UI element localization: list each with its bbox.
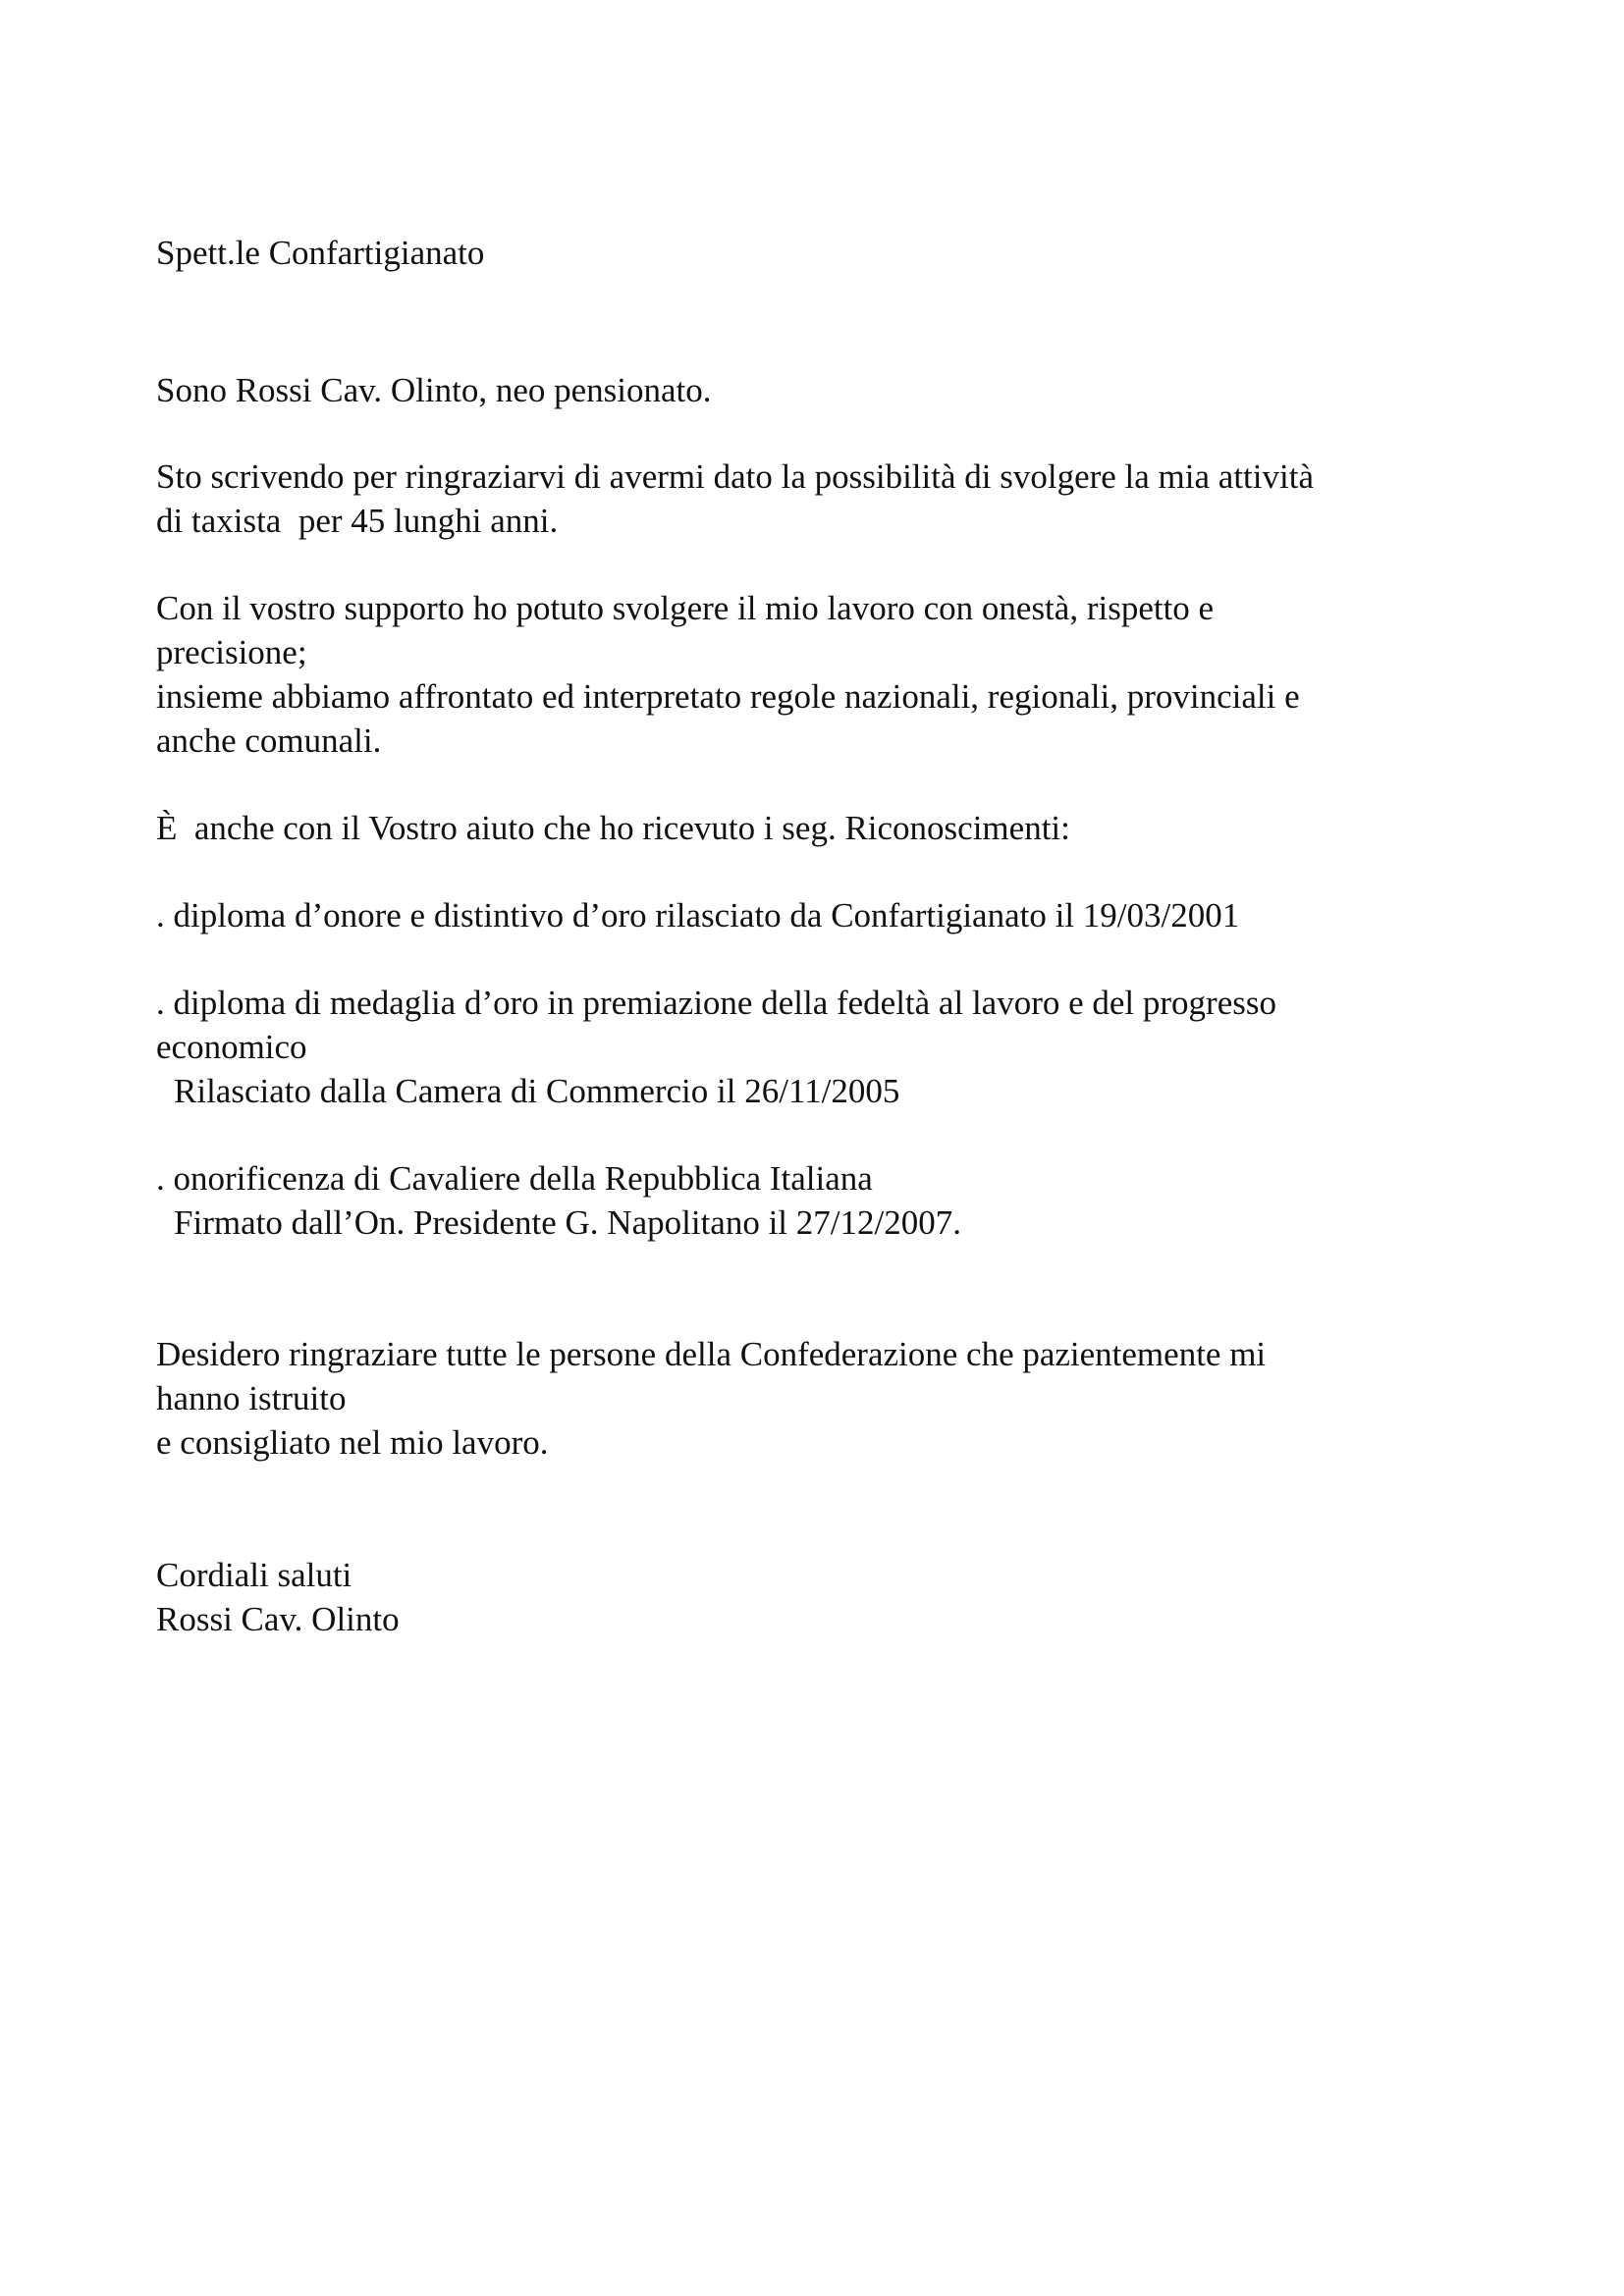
award-2-line-2: economico	[156, 1028, 307, 1066]
paragraph-2-line-4: anche comunali.	[156, 721, 382, 760]
award-3-line-1: . onorificenza di Cavaliere della Repubblica Italiana	[156, 1159, 873, 1198]
paragraph-4-line-3: e consigliato nel mio lavoro.	[156, 1423, 549, 1462]
closing: Cordiali saluti	[156, 1556, 352, 1594]
award-2-sub: Rilasciato dalla Camera di Commercio il 26/11/2005	[174, 1072, 900, 1110]
paragraph-2-line-1: Con il vostro supporto ho potuto svolgere il mio lavoro con onestà, rispetto e	[156, 589, 1215, 627]
intro-line: Sono Rossi Cav. Olinto, neo pensionato.	[156, 371, 712, 409]
award-2-line-1: . diploma di medaglia d’oro in premiazione della fedeltà al lavoro e del progresso	[156, 984, 1276, 1022]
paragraph-3: È anche con il Vostro aiuto che ho ricevuto i seg. Riconoscimenti:	[156, 809, 1070, 847]
award-3-sub: Firmato dall’On. Presidente G. Napolitano il 27/12/2007.	[174, 1203, 961, 1242]
paragraph-2-line-2: precisione;	[156, 633, 307, 671]
signature: Rossi Cav. Olinto	[156, 1600, 400, 1638]
paragraph-2-line-3: insieme abbiamo affrontato ed interpretato regole nazionali, regionali, provinciali e	[156, 677, 1300, 716]
paragraph-4-line-2: hanno istruito	[156, 1379, 347, 1417]
paragraph-1-line-1: Sto scrivendo per ringraziarvi di avermi dato la possibilità di svolgere la mia attività	[156, 457, 1314, 496]
paragraph-1-line-2: di taxista per 45 lunghi anni.	[156, 502, 559, 540]
award-1-line-1: . diploma d’onore e distintivo d’oro rilasciato da Confartigianato il 19/03/2001	[156, 896, 1240, 934]
salutation: Spett.le Confartigianato	[156, 234, 485, 272]
paragraph-4-line-1: Desidero ringraziare tutte le persone della Confederazione che pazientemente mi	[156, 1335, 1267, 1373]
